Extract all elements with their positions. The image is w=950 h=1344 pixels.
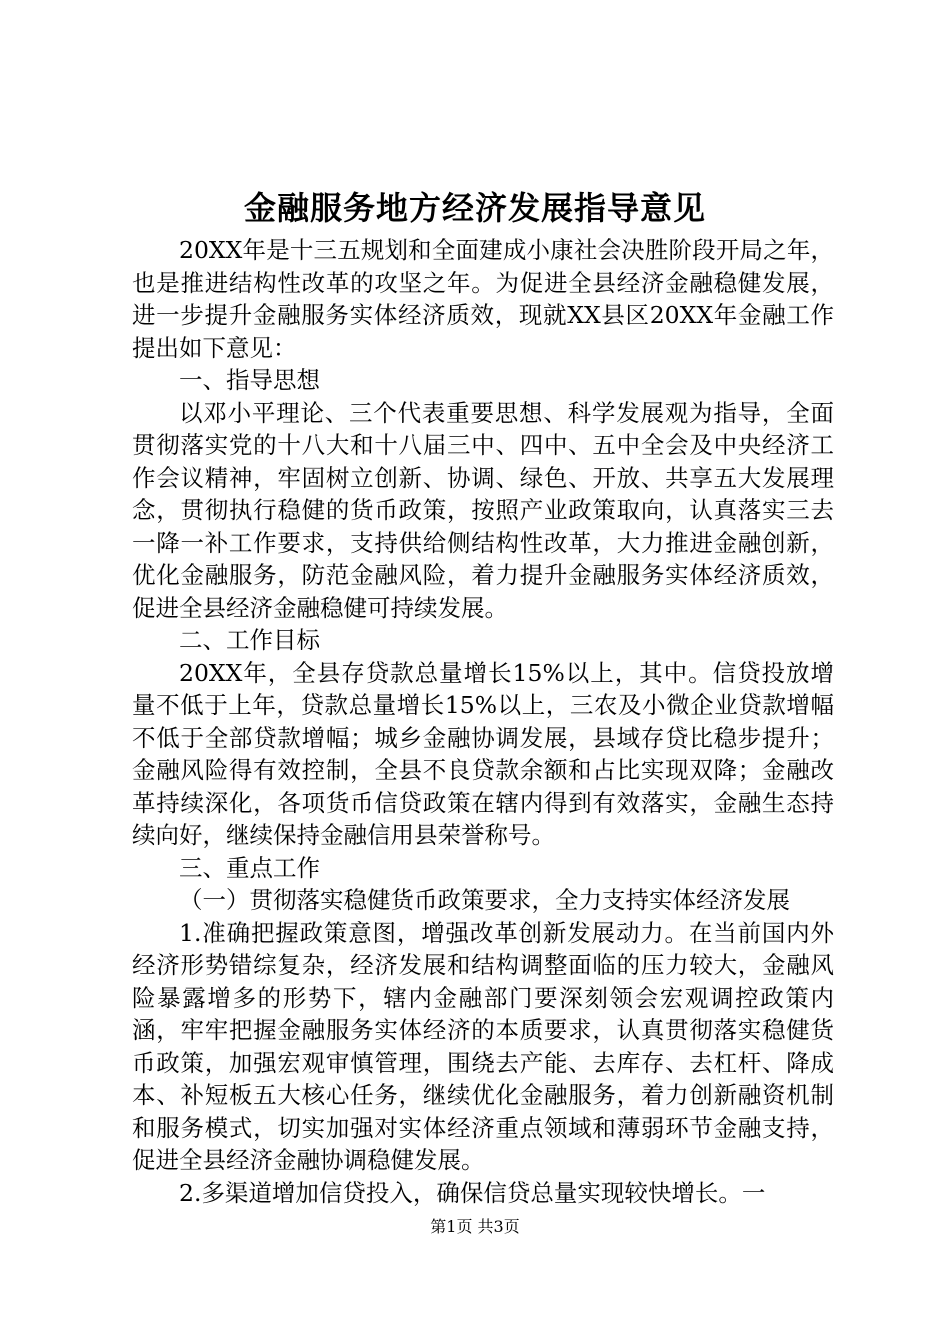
subsection-heading-1: （一）贯彻落实稳健货币政策要求，全力支持实体经济发展 xyxy=(179,886,790,914)
work-goals-paragraph: 20XX年，全县存贷款总量增长15%以上，其中。信贷投放增量不低于上年，贷款总量增长15%以上，三农及小微企业贷款增幅不低于全部贷款增幅；城乡金融协调发展，县域存贷比稳步提升；金融风险得有效控制，全县不良贷款余额和占比实现双降；金融改革持续深化，各项货币信贷政策在辖内得到有效落实，金融生态持续向好，继续保持金融信用县荣誉称号。 xyxy=(132,658,834,849)
document-title: 金融服务地方经济发展指导意见 xyxy=(243,189,706,227)
intro-paragraph: 20XX年是十三五规划和全面建成小康社会决胜阶段开局之年，也是推进结构性改革的攻坚之年。为促进全县经济金融稳健发展，进一步提升金融服务实体经济质效，现就XX县区20XX年金融工作提出如下意见： xyxy=(132,236,834,362)
section-heading-work-goals: 二、工作目标 xyxy=(179,626,320,654)
guiding-ideology-paragraph: 以邓小平理论、三个代表重要思想、科学发展观为指导，全面贯彻落实党的十八大和十八届三中、四中、五中全会及中央经济工作会议精神，牢固树立创新、协调、绿色、开放、共享五大发展理念，贯彻执行稳健的货币政策，按照产业政策取向，认真落实三去一降一补工作要求，支持供给侧结构性改革，大力推进金融创新，优化金融服务，防范金融风险，着力提升金融服务实体经济质效，促进全县经济金融稳健可持续发展。 xyxy=(132,398,834,622)
section-heading-key-work: 三、重点工作 xyxy=(179,853,320,882)
item-2-paragraph: 2.多渠道增加信贷投入，确保信贷总量实现较快增长。一 xyxy=(179,1178,766,1207)
document-body xyxy=(132,234,834,1209)
item-1-paragraph: 1.准确把握政策意图，增强改革创新发展动力。在当前国内外经济形势错综复杂，经济发展和结构调整面临的压力较大，金融风险暴露增多的形势下，辖内金融部门要深刻领会宏观调控政策内涵，牢牢把握金融服务实体经济的本质要求，认真贯彻落实稳健货币政策，加强宏观审慎管理，围绕去产能、去库存、去杠杆、降成本、补短板五大核心任务，继续优化金融服务，着力创新融资机制和服务模式，切实加强对实体经济重点领域和薄弱环节金融支持，促进全县经济金融协调稳健发展。 xyxy=(132,918,834,1174)
section-heading-guiding-ideology: 一、指导思想 xyxy=(179,366,320,394)
page-footer: 第1页 共3页 xyxy=(430,1217,520,1236)
